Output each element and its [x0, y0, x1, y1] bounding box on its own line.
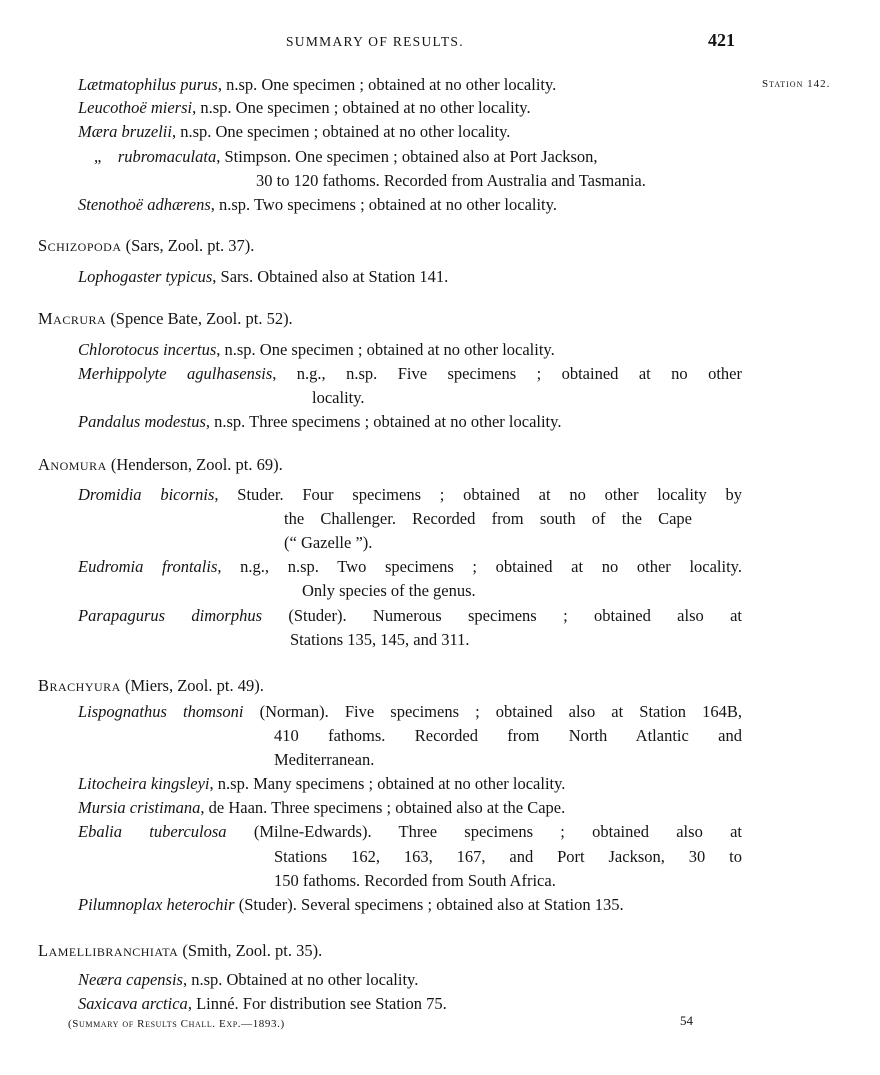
species-name: Mursia cristimana: [78, 798, 201, 817]
species-name: Parapagurus dimorphus: [78, 606, 263, 625]
species-text: , n.sp. One specimen ; obtained at no other locality.: [216, 340, 555, 359]
species-name: Pilumnoplax heterochir: [78, 895, 235, 914]
group-name: Macrura: [38, 309, 107, 328]
species-entry: [78, 773, 565, 795]
species-name: Stenothoë adhærens: [78, 195, 211, 214]
species-entry: [78, 74, 556, 96]
group-reference: (Smith, Zool. pt. 35).: [178, 941, 323, 960]
group-reference: (Henderson, Zool. pt. 69).: [106, 455, 283, 474]
species-entry: [78, 556, 742, 578]
species-name: Chlorotocus incertus: [78, 340, 217, 359]
species-name: Mæra bruzelii: [78, 122, 172, 141]
group-name: Brachyura: [38, 676, 121, 695]
signature-mark: 54: [680, 1013, 693, 1028]
species-entry: [78, 969, 418, 991]
continuation-line: the Challenger. Recorded from south of the Cape: [284, 509, 692, 528]
group-heading: [38, 236, 254, 256]
group-heading: [38, 309, 293, 329]
species-text: (Studer). Several specimens ; obtained also at Station 135.: [234, 895, 624, 914]
group-reference: (Miers, Zool. pt. 49).: [120, 676, 264, 695]
continuation-line: Mediterranean.: [274, 750, 375, 769]
species-entry: [78, 821, 742, 843]
continuation-line: Stations 135, 145, and 311.: [290, 630, 470, 649]
species-text: , Linné. For distribution see Station 75.: [187, 994, 447, 1013]
species-text: , de Haan. Three specimens ; obtained also at the Cape.: [200, 798, 566, 817]
species-name: Lispognathus thomsoni: [78, 702, 244, 721]
species-name: Merhippolyte agulhasensis: [78, 364, 273, 383]
species-entry: [78, 993, 447, 1015]
group-heading: [38, 676, 264, 696]
species-entry: [78, 339, 555, 361]
species-text: (Norman). Five specimens ; obtained also at Station 164B,: [243, 702, 742, 721]
species-text: , n.sp. One specimen ; obtained at no other locality.: [171, 122, 511, 141]
page-title: SUMMARY OF RESULTS.: [286, 34, 464, 49]
species-text: , Sars. Obtained also at Station 141.: [212, 267, 449, 286]
species-name: Ebalia tuberculosa: [78, 822, 227, 841]
group-heading: [38, 941, 322, 961]
species-text: (Milne-Edwards). Three specimens ; obtained also at: [226, 822, 742, 841]
species-entry: [78, 266, 448, 288]
continuation-line: 30 to 120 fathoms. Recorded from Australia and Tasmania.: [256, 171, 646, 190]
species-entry: [78, 411, 561, 433]
species-name: Neæra capensis: [78, 970, 183, 989]
species-entry: [78, 894, 624, 916]
species-name: Eudromia frontalis: [78, 557, 218, 576]
species-entry: [78, 701, 742, 723]
species-name: Saxicava arctica: [78, 994, 188, 1013]
species-name: Dromidia bicornis: [78, 485, 215, 504]
group-reference: (Sars, Zool. pt. 37).: [121, 236, 255, 255]
species-entry: [78, 194, 557, 216]
species-entry: [94, 146, 598, 168]
species-text: , n.sp. Three specimens ; obtained at no other locality.: [205, 412, 562, 431]
group-name: Lamellibranchiata: [38, 941, 179, 960]
species-text: , Studer. Four specimens ; obtained at no other locality by: [214, 485, 742, 504]
species-name: Leucothoë miersi: [78, 98, 193, 117]
continuation-line: 150 fathoms. Recorded from South Africa.: [274, 871, 556, 890]
species-name: rubromaculata: [117, 147, 217, 166]
species-text: (Studer). Numerous specimens ; obtained also at: [262, 606, 742, 625]
continuation-line: 410 fathoms. Recorded from North Atlantic and: [274, 726, 742, 745]
species-name: Litocheira kingsleyi: [78, 774, 210, 793]
species-entry: [78, 97, 531, 119]
species-name: Lætmatophilus purus: [78, 75, 218, 94]
species-text: , n.sp. Many specimens ; obtained at no other locality.: [209, 774, 566, 793]
running-head: [0, 30, 880, 54]
species-entry: [78, 484, 742, 506]
species-name: Pandalus modestus: [78, 412, 206, 431]
footer-imprint: (Summary of Results Chall. Exp.—1893.): [68, 1018, 285, 1030]
species-text: , n.g., n.sp. Five specimens ; obtained at no other: [272, 364, 742, 383]
species-text: , n.sp. Obtained at no other locality.: [182, 970, 419, 989]
ditto-mark: „: [94, 147, 102, 166]
species-entry: [78, 605, 742, 627]
group-heading: [38, 455, 283, 475]
continuation-line: (“ Gazelle ”).: [284, 533, 373, 552]
group-name: Anomura: [38, 455, 107, 474]
species-entry: [78, 797, 565, 819]
species-text: , Stimpson. One specimen ; obtained also at Port Jackson,: [216, 147, 598, 166]
continuation-line: Stations 162, 163, 167, and Port Jackson, 30 to: [274, 847, 742, 866]
continuation-line: locality.: [312, 388, 365, 407]
species-text: , n.sp. One specimen ; obtained at no other locality.: [217, 75, 557, 94]
group-name: Schizopoda: [38, 236, 122, 255]
species-entry: [78, 121, 510, 143]
species-name: Lophogaster typicus: [78, 267, 213, 286]
page-number: 421: [708, 30, 735, 50]
species-entry: [78, 363, 742, 385]
station-note: Station 142.: [762, 78, 831, 90]
continuation-line: Only species of the genus.: [302, 581, 476, 600]
species-text: , n.sp. One specimen ; obtained at no other locality.: [192, 98, 531, 117]
group-reference: (Spence Bate, Zool. pt. 52).: [106, 309, 293, 328]
species-text: , n.g., n.sp. Two specimens ; obtained at no other locality.: [217, 557, 742, 576]
species-text: , n.sp. Two specimens ; obtained at no other locality.: [210, 195, 557, 214]
